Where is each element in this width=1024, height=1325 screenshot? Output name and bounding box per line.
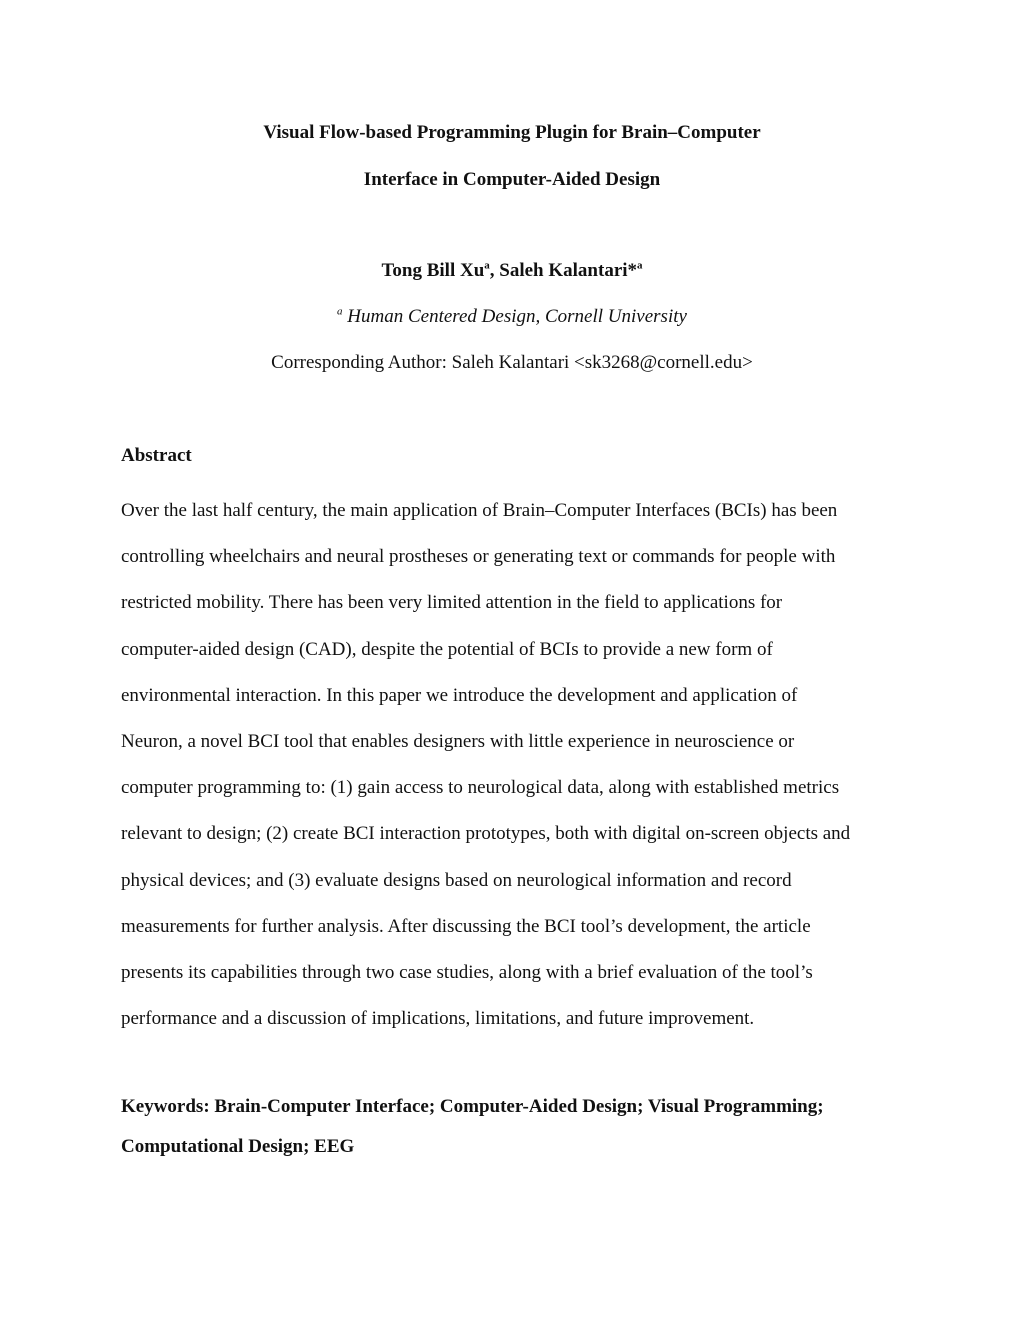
abstract-line: controlling wheelchairs and neural prostheses or generating text or commands for people with [121, 546, 836, 568]
keywords-line-1: Keywords: Brain-Computer Interface; Computer-Aided Design; Visual Programming; [121, 1096, 824, 1117]
affiliation-mark: a [337, 305, 343, 318]
affiliation [0, 305, 1024, 329]
author-list [0, 259, 1024, 283]
keywords [121, 1087, 901, 1167]
abstract-line: performance and a discussion of implications, limitations, and future improvement. [121, 1008, 755, 1030]
affiliation-text: Human Centered Design, Cornell University [342, 306, 687, 327]
title-line-2: Interface in Computer-Aided Design [363, 169, 661, 190]
keywords-line-2: Computational Design; EEG [121, 1136, 355, 1157]
abstract-line: computer programming to: (1) gain access to neurological data, along with established metrics [121, 777, 840, 799]
title-line-1: Visual Flow-based Programming Plugin for Brain–Computer [263, 122, 761, 143]
abstract-body [121, 488, 901, 1042]
abstract-heading: Abstract [121, 445, 192, 466]
abstract-line: relevant to design; (2) create BCI interaction prototypes, both with digital on-screen objects and [121, 823, 851, 845]
author-name: Tong Bill Xu [381, 260, 485, 281]
abstract-line: measurements for further analysis. After discussing the BCI tool’s development, the article [121, 915, 811, 937]
abstract-line: physical devices; and (3) evaluate designs based on neurological information and record [121, 869, 792, 891]
abstract-line: environmental interaction. In this paper we introduce the development and application of [121, 684, 798, 706]
abstract-line: Neuron, a novel BCI tool that enables designers with little experience in neuroscience or [121, 730, 795, 752]
author-name: Saleh Kalantari* [499, 260, 638, 281]
author-affiliation-mark: a [637, 259, 643, 272]
author-affiliation-mark: a [484, 259, 490, 272]
abstract-line: presents its capabilities through two case studies, along with a brief evaluation of the tool’s [121, 961, 813, 983]
abstract-line: computer-aided design (CAD), despite the potential of BCIs to provide a new form of [121, 638, 773, 660]
abstract-line: Over the last half century, the main application of Brain–Computer Interfaces (BCIs) has been [121, 500, 838, 521]
abstract-line: restricted mobility. There has been very limited attention in the field to applications for [121, 592, 783, 614]
author-separator: , [489, 260, 500, 281]
corresponding-author: Corresponding Author: Saleh Kalantari <sk3268@cornell.edu> [271, 352, 753, 373]
